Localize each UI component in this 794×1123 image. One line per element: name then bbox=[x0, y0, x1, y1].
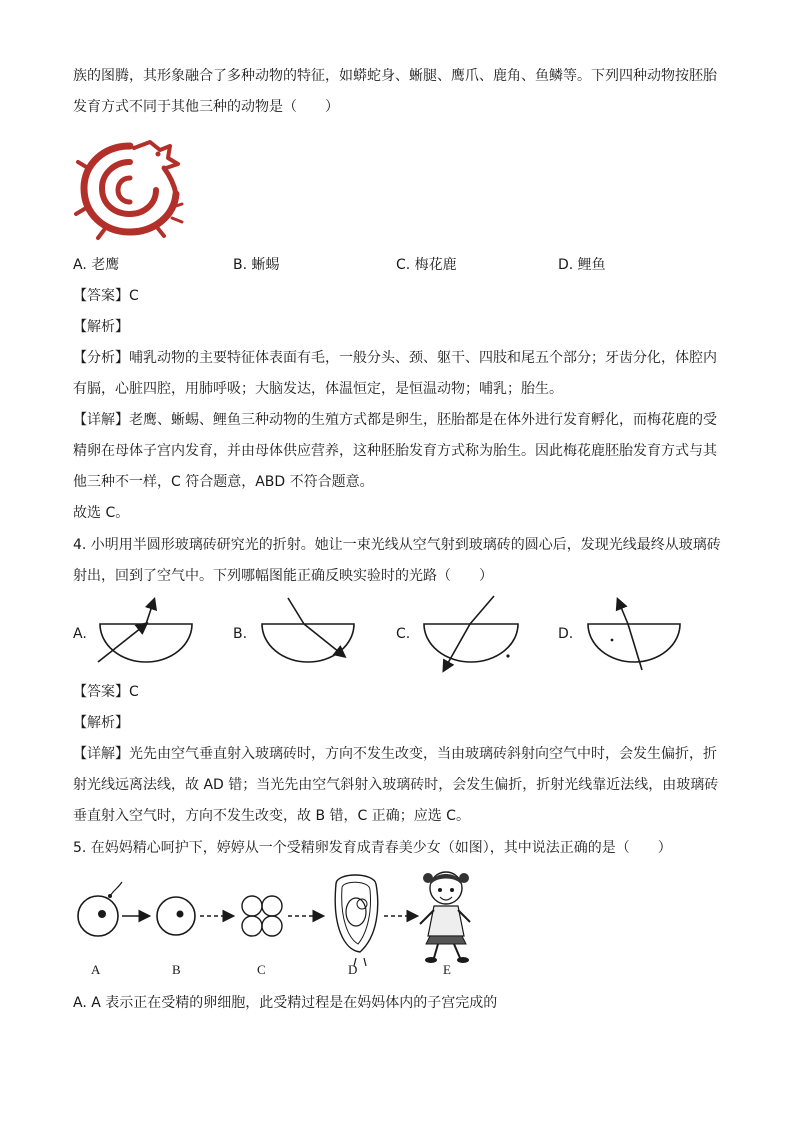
q4-detail-line1: 【详解】光先由空气垂直射入玻璃砖时，方向不发生改变，当由玻璃砖斜射向空气中时，会发生偏折，折 bbox=[73, 746, 717, 762]
q5-stage-label-a: A bbox=[91, 962, 101, 977]
q4-option-a-label: A. bbox=[73, 626, 87, 642]
q5-stage-label-b: B bbox=[172, 962, 181, 977]
q4-option-c-label: C. bbox=[396, 626, 411, 642]
q3-stem-line1: 族的图腾，其形象融合了多种动物的特征，如蟒蛇身、蜥腿、鹰爪、鹿角、鱼鳞等。下列四种动物按胚胎 bbox=[73, 68, 717, 84]
q4-option-b-diagram bbox=[258, 596, 358, 668]
q3-option-d: D. 鲤鱼 bbox=[558, 257, 606, 273]
q3-fenxi-line1: 【分析】哺乳动物的主要特征体表面有毛，一般分头、颈、躯干、四肢和尾五个部分；牙齿分化，体腔内 bbox=[73, 350, 717, 366]
dragon-totem-image bbox=[74, 138, 186, 240]
q3-detail-line1: 【详解】老鹰、蜥蜴、鲤鱼三种动物的生殖方式都是卵生，胚胎都是在体外进行发育孵化，而梅花鹿的受 bbox=[73, 412, 717, 428]
q3-option-a: A. 老鹰 bbox=[73, 257, 120, 273]
q4-answer: 【答案】C bbox=[73, 684, 139, 700]
q4-detail-line2: 射光线远离法线，故 AD 错；当光先由空气斜射入玻璃砖时，会发生偏折，折射光线靠近法线，由玻璃砖 bbox=[73, 777, 719, 793]
q4-analysis-title: 【解析】 bbox=[73, 715, 129, 731]
q4-option-d-label: D. bbox=[558, 626, 574, 642]
q4-option-d-diagram bbox=[584, 596, 684, 672]
q3-detail-line3: 他三种不一样，C 符合题意，ABD 不符合题意。 bbox=[73, 474, 374, 490]
q4-detail-line3: 垂直射入空气时，方向不发生改变，故 B 错，C 正确；应选 C。 bbox=[73, 808, 470, 824]
q3-option-c: C. 梅花鹿 bbox=[396, 257, 457, 273]
q4-stem-line1: 4. 小明用半圆形玻璃砖研究光的折射。她让一束光线从空气射到玻璃砖的圆心后，发现光线最终从玻璃砖 bbox=[73, 537, 721, 553]
q3-fenxi-line2: 有膈，心脏四腔，用肺呼吸；大脑发达，体温恒定，是恒温动物；哺乳；胎生。 bbox=[73, 381, 563, 397]
q5-development-diagram bbox=[74, 866, 474, 966]
q3-answer: 【答案】C bbox=[73, 288, 139, 304]
q5-stage-label-d: D bbox=[348, 962, 358, 977]
q3-conclusion: 故选 C。 bbox=[73, 505, 130, 521]
q4-option-a-diagram bbox=[96, 596, 196, 668]
q5-stage-label-c: C bbox=[257, 962, 266, 977]
q5-option-a: A. A 表示正在受精的卵细胞，此受精过程是在妈妈体内的子宫完成的 bbox=[73, 995, 498, 1011]
q3-stem-line2: 发育方式不同于其他三种的动物是（ ） bbox=[73, 99, 339, 115]
q3-analysis-title: 【解析】 bbox=[73, 319, 129, 335]
q4-option-c-diagram bbox=[422, 594, 522, 674]
q5-stage-label-e: E bbox=[443, 962, 451, 977]
q3-detail-line2: 精卵在母体子宫内发育，并由母体供应营养，这种胚胎发育方式称为胎生。因此梅花鹿胚胎发育方式与其 bbox=[73, 443, 717, 459]
q5-stem: 5. 在妈妈精心呵护下，婷婷从一个受精卵发育成青春美少女（如图），其中说法正确的是（ ） bbox=[73, 840, 672, 856]
q3-option-b: B. 蜥蜴 bbox=[233, 257, 280, 273]
q4-stem-line2: 射出，回到了空气中。下列哪幅图能正确反映实验时的光路（ ） bbox=[73, 568, 493, 584]
q4-option-b-label: B. bbox=[233, 626, 248, 642]
